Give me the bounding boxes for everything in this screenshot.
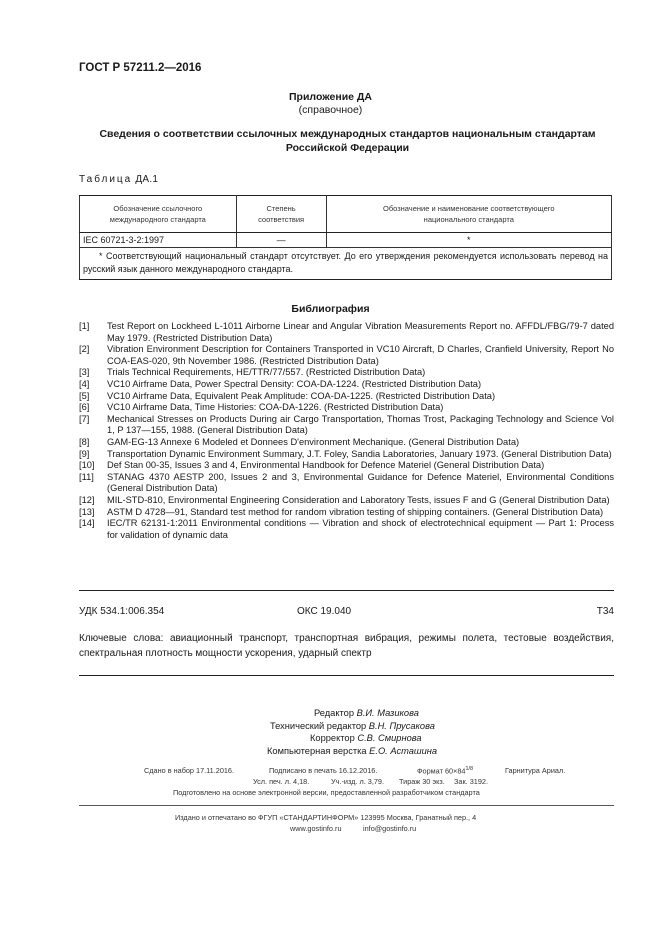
bibliography-item-number: [13] bbox=[79, 506, 95, 517]
bibliography-item-number: [12] bbox=[79, 494, 95, 505]
bibliography-item bbox=[79, 321, 614, 344]
bibliography-item-text: VC10 Airframe Data, Power Spectral Density: COA-DA-1224. (Restricted Distribution Data) bbox=[107, 378, 482, 389]
staff-name: В.Н. Прусакова bbox=[368, 720, 435, 731]
table-header-degree: Степень соответствия bbox=[236, 196, 326, 233]
staff-tech-editor bbox=[270, 720, 435, 733]
staff-name: С.В. Смирнова bbox=[357, 733, 422, 744]
bibliography-item-text: VC10 Airframe Data, Time Histories: COA-DA-1226. (Restricted Distribution Data) bbox=[107, 402, 444, 413]
bibliography-item-text: IEC/TR 62131-1:2011 Environmental conditions — Vibration and shock of electrotechnical equipment — Part 1: Process for validation of dynamic data bbox=[107, 518, 614, 540]
bibliography-item-text: Def Stan 00-35, Issues 3 and 4, Environmental Handbook for Defence Materiel (General Distribution Data) bbox=[107, 460, 545, 471]
table-caption bbox=[79, 174, 158, 185]
bibliography-item-text: Vibration Environment Description for Containers Transported in VC10 Aircraft, D Charles, Cranfield University, Report No COA-EAS-020, 9th November 1986. (Restricted Distribution Data) bbox=[107, 344, 614, 366]
imprint-format bbox=[417, 766, 473, 775]
staff-role: Редактор bbox=[314, 708, 355, 718]
bibliography-item-number: [7] bbox=[79, 413, 90, 424]
imprint-signed: Подписано в печать 16.12.2016. bbox=[269, 766, 378, 775]
bibliography-item-number: [9] bbox=[79, 448, 90, 459]
bibliography-item bbox=[79, 344, 614, 367]
bibliography-item bbox=[79, 460, 614, 472]
imprint-format-fraction: 1/8 bbox=[465, 766, 474, 772]
bibliography-item-text: Trials Technical Requirements, HE/TTR/77/557. (Restricted Distribution Data) bbox=[107, 367, 426, 378]
publisher-website-link[interactable]: www.gostinfo.ru bbox=[290, 824, 342, 833]
bibliography-item-number: [11] bbox=[79, 471, 94, 482]
bibliography-item-number: [4] bbox=[79, 378, 90, 389]
bibliography-item-text: GAM-EG-13 Annexe 6 Modeled et Donnees D'environment Mechanique. (General Distribution Data) bbox=[107, 436, 520, 447]
table-cell-degree: — bbox=[236, 233, 326, 248]
bibliography-item-text: STANAG 4370 AESTP 200, Issues 2 and 3, Environmental Guidance for Defence Materiel, Environmental Conditions (General Distribution Data) bbox=[107, 471, 614, 494]
classification-code: Т34 bbox=[596, 606, 614, 617]
imprint-izd: Уч.-изд. л. 3,79. bbox=[331, 777, 385, 786]
publisher-email-link[interactable]: info@gostinfo.ru bbox=[363, 824, 417, 833]
table-footnote-text: * Соответствующий национальный стандарт отсутствует. До его утверждения рекомендуется использовать перевод на русский язык данного международного стандарта. bbox=[83, 251, 608, 274]
bibliography-item-number: [6] bbox=[79, 402, 90, 413]
bibliography-item bbox=[79, 449, 614, 461]
staff-role: Технический редактор bbox=[270, 720, 367, 731]
bibliography-item bbox=[79, 518, 614, 541]
bibliography-item bbox=[79, 379, 614, 391]
staff-layout bbox=[267, 745, 437, 758]
annex-subtitle: (справочное) bbox=[298, 104, 363, 116]
bibliography-item-number: [5] bbox=[79, 390, 90, 401]
bibliography-item-text: Test Report on Lockheed L-1011 Airborne Linear and Angular Vibration Measurements Report no. AFFDL/FBG/79-7 dated May 1979. (Restricted Distribution Data) bbox=[107, 321, 614, 343]
staff-role: Компьютерная верстка bbox=[267, 745, 367, 756]
table-caption-word: Таблица bbox=[79, 174, 133, 185]
bibliography-item-text: VC10 Airframe Data, Equivalent Peak Amplitude: COA-DA-1225. (Restricted Distribution Data) bbox=[107, 390, 496, 401]
table-footnote bbox=[80, 248, 612, 280]
imprint-pech: Усл. печ. л. 4,18. bbox=[253, 777, 310, 786]
table-cell-reference: IEC 60721-3-2:1997 bbox=[80, 233, 237, 248]
bibliography-item bbox=[79, 402, 614, 414]
imprint-font: Гарнитура Ариал. bbox=[505, 766, 566, 775]
bibliography-item-number: [10] bbox=[79, 460, 95, 471]
imprint-order: Зак. 3192. bbox=[454, 777, 488, 786]
table-cell-national: * bbox=[326, 233, 611, 248]
imprint-format-label: Формат 60×84 bbox=[417, 766, 466, 776]
keywords: Ключевые слова: авиационный транспорт, транспортная вибрация, режимы полета, тестовые воздействия, спектральная плотность мощности ускорения, ударный спектр bbox=[79, 633, 614, 659]
staff-corrector bbox=[310, 732, 422, 745]
bibliography-list bbox=[79, 321, 614, 541]
table-header-reference: Обозначение ссылочного междунарoдного стандарта bbox=[80, 196, 237, 233]
bibliography-item bbox=[79, 472, 614, 495]
document-code: ГОСТ Р 57211.2—2016 bbox=[79, 62, 202, 74]
bibliography-item bbox=[79, 437, 614, 449]
bibliography-item bbox=[79, 367, 614, 379]
bibliography-item-number: [14] bbox=[79, 518, 95, 529]
staff-name: Е.О. Асташина bbox=[369, 745, 438, 756]
divider bbox=[79, 675, 614, 676]
staff-editor bbox=[314, 707, 419, 720]
imprint-sent: Сдано в набор 17.11.2016. bbox=[144, 766, 235, 775]
bibliography-item-text: ASTM D 4728—91, Standard test method for random vibration testing of shipping containers. (General Distribution Data) bbox=[107, 506, 604, 517]
divider bbox=[79, 805, 614, 806]
bibliography-item-text: MIL-STD-810, Environmental Engineering Consideration and Laboratory Tests, issues F and G (General Distribution Data) bbox=[107, 494, 610, 505]
imprint-prepared: Подготовлено на основе электронной версии, предоставленной разработчиком стандарта bbox=[173, 788, 480, 797]
table-row bbox=[80, 233, 612, 248]
bibliography-item-number: [8] bbox=[79, 436, 90, 447]
bibliography-item-number: [3] bbox=[79, 367, 90, 378]
bibliography-item bbox=[79, 507, 614, 519]
bibliography-item bbox=[79, 414, 614, 437]
imprint-tirazh: Тираж 30 экз. bbox=[399, 777, 445, 786]
table-header-row bbox=[80, 196, 612, 233]
table-caption-number: ДА.1 bbox=[135, 174, 159, 185]
bibliography-title: Библиография bbox=[291, 303, 370, 315]
section-title: Сведения о соответствии ссылочных международных стандартов национальным стандартам Российской Федерации bbox=[99, 128, 596, 154]
udk-code: УДК 534.1:006.354 bbox=[79, 606, 165, 617]
correspondence-table bbox=[79, 195, 612, 280]
bibliography-item bbox=[79, 495, 614, 507]
table-header-national: Обозначение и наименование соответствующего национального стандарта bbox=[326, 196, 611, 233]
bibliography-item-text: Transportation Dynamic Environment Summary, J.T. Foley, Sandia Laboratories, January 1973. (General Distribution Data) bbox=[107, 448, 612, 459]
bibliography-item bbox=[79, 391, 614, 403]
bibliography-item-text: Mechanical Stresses on Products During air Cargo Transportation, Thomas Trost, Packaging Technology and Science Vol 1, P 137—155, 1988. (General Distribution Data) bbox=[107, 413, 614, 436]
table-note-row bbox=[80, 248, 612, 280]
staff-name: В.И. Мазикова bbox=[356, 708, 419, 718]
bibliography-item-number: [1] bbox=[79, 321, 90, 331]
annex-title: Приложение ДА bbox=[289, 91, 372, 103]
oks-code: ОКС 19.040 bbox=[297, 606, 352, 617]
staff-role: Корректор bbox=[310, 733, 355, 744]
divider bbox=[79, 590, 614, 591]
imprint-publisher: Издано и отпечатано во ФГУП «СТАНДАРТИНФОРМ» 123995 Москва, Гранатный пер., 4 bbox=[175, 813, 477, 822]
bibliography-item-number: [2] bbox=[79, 344, 90, 355]
